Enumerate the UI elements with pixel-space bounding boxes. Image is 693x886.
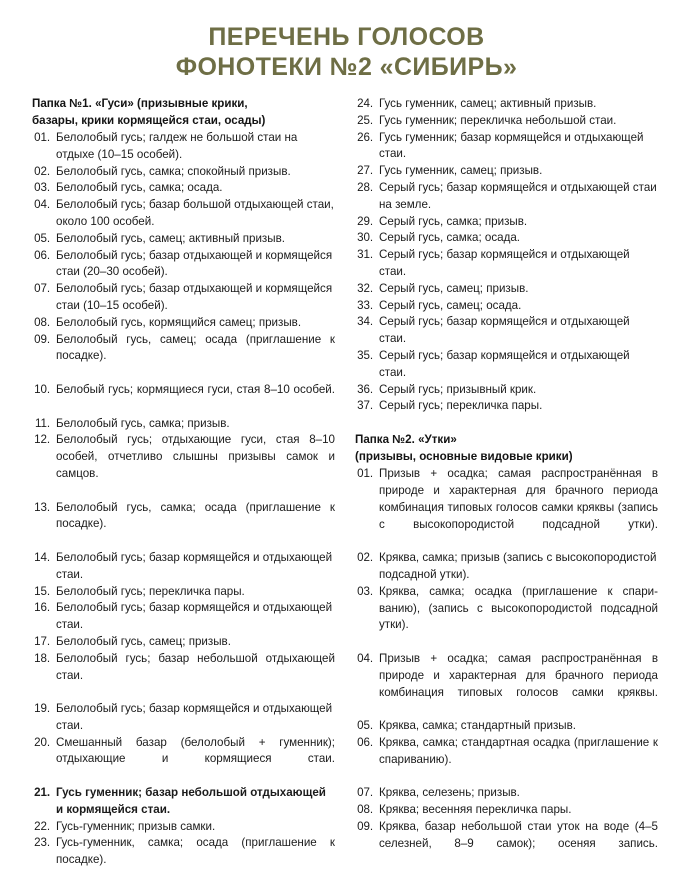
track-number: 05. — [34, 231, 50, 245]
track-number: 09. — [357, 819, 373, 833]
track-number: 33. — [357, 298, 373, 312]
track-description: Белолобый гусь; базар небольшой отдыхающей стаи. — [56, 651, 335, 682]
track-description: Гусь гуменник; базар небольшой отдыхающей и кормящейся стаи. — [56, 786, 326, 816]
track-list-item — [355, 348, 658, 382]
track-list-item — [32, 701, 335, 735]
track-number: 37. — [357, 399, 373, 413]
track-list-item — [32, 382, 335, 416]
track-list-item — [32, 416, 335, 433]
track-number: 01. — [357, 467, 373, 481]
track-number: 12. — [34, 433, 50, 447]
track-list-item — [355, 214, 658, 231]
folder-1-heading-line-2: базары, крики кормящейся стаи, осады) — [32, 113, 266, 127]
track-description: Белолобый гусь; базар кормящейся и отдыхающей стаи. — [56, 702, 333, 732]
track-number: 04. — [357, 651, 373, 665]
track-number: 30. — [357, 231, 373, 245]
track-description: Серый гусь; базар кормящейся и отдыхающей стаи. — [379, 248, 630, 278]
track-description: Гусь гуменник, самец; активный призыв. — [379, 97, 597, 110]
track-list-item — [355, 802, 658, 819]
track-list-item — [32, 600, 335, 634]
track-description: Серый гусь; базар кормящейся и отдыхающей стаи на земле. — [379, 180, 657, 211]
track-description: Кряква, селезень; призыв. — [379, 786, 520, 800]
track-list-item — [32, 500, 335, 550]
track-list-item — [355, 819, 658, 869]
track-description: Кряква, базар небольшой стаи уток на воде (4–5 селезней, 8–9 самок); осеняя запись. — [379, 819, 658, 850]
track-number: 10. — [34, 382, 50, 396]
track-list-item — [32, 550, 335, 584]
track-number: 06. — [357, 735, 373, 749]
two-column-body — [0, 82, 693, 886]
track-list-item — [355, 651, 658, 718]
track-list-item — [32, 835, 335, 885]
track-description: Гусь гуменник; базар кормящейся и отдыхающей стаи. — [379, 130, 644, 161]
track-list-item — [32, 785, 335, 819]
track-list-item — [355, 785, 658, 802]
left-column — [32, 96, 335, 886]
track-list-item — [355, 163, 658, 180]
track-description: Серый гусь, самка; призыв. — [379, 214, 528, 228]
track-description: Белолобый гусь, самка; призыв. — [56, 416, 230, 430]
track-number: 08. — [357, 803, 373, 817]
track-number: 25. — [357, 113, 373, 127]
folder-2-heading-line-2: (призывы, основные видовые крики) — [355, 449, 573, 463]
track-number: 08. — [34, 315, 50, 329]
track-description: Серый гусь, самка; осада. — [379, 231, 521, 245]
folder-1-track-list-continued — [355, 96, 658, 415]
track-list-item — [32, 180, 335, 197]
track-number: 28. — [357, 180, 373, 194]
track-list-item — [32, 584, 335, 601]
track-list-item — [32, 281, 335, 315]
track-list-item — [355, 550, 658, 584]
folder-1-heading-line-1: Папка №1. «Гуси» (призывные крики, — [32, 97, 248, 110]
track-description: Белолобый гусь, самец; осада (приглашение к посадке). — [56, 332, 335, 363]
track-description: Призыв + осадка; самая распространённая в природе и характерная для брачного периода комбинация типовых голосов самки кряквы (запись с высокопородистой подсадной утки). — [379, 467, 658, 531]
track-number: 27. — [357, 164, 373, 178]
track-description: Серый гусь, самец; осада. — [379, 298, 522, 312]
track-description: Серый гусь; базар кормящейся и отдыхающей стаи. — [379, 348, 630, 379]
track-list-item — [355, 398, 658, 415]
track-description: Белолобый гусь; базар большой отдыхающей стаи, около 100 особей. — [56, 198, 334, 228]
track-list-item — [32, 164, 335, 181]
track-number: 01. — [34, 131, 50, 144]
track-description: Серый гусь; призывный крик. — [379, 382, 537, 396]
folder-2-heading-line-1: Папка №2. «Утки» — [355, 433, 457, 447]
track-list-item — [355, 298, 658, 315]
track-description: Гусь гуменник, самец; призыв. — [379, 164, 543, 178]
track-list-item — [32, 432, 335, 499]
track-number: 07. — [357, 786, 373, 800]
track-list-item — [32, 315, 335, 332]
track-list-item — [355, 466, 658, 550]
track-description: Белобый гусь; кормящиеся гуси, стая 8–10 особей. — [56, 382, 335, 396]
track-description: Призыв + осадка; самая распространённая в природе и характерная для брачного периода комбинация типовых голосов самки кряквы. — [379, 651, 658, 699]
track-number: 03. — [34, 181, 50, 195]
track-number: 34. — [357, 315, 373, 329]
document-title — [0, 0, 693, 82]
track-list-item — [32, 248, 335, 282]
track-list-item — [32, 130, 335, 164]
track-list-item — [355, 735, 658, 785]
track-number: 09. — [34, 332, 50, 346]
track-number: 23. — [34, 836, 50, 850]
track-description: Серый гусь, самец; призыв. — [379, 281, 529, 295]
track-number: 32. — [357, 281, 373, 295]
track-number: 17. — [34, 634, 50, 648]
track-number: 15. — [34, 584, 50, 598]
track-number: 24. — [357, 97, 373, 110]
track-list-item — [355, 314, 658, 348]
track-description: Белолобый гусь, самка; спокойный призыв. — [56, 164, 291, 178]
track-description: Белолобый гусь; базар кормящейся и отдыхающей стаи. — [56, 601, 333, 632]
track-list-item — [355, 718, 658, 735]
track-list-item — [355, 230, 658, 247]
track-list-item — [355, 180, 658, 214]
track-description: Смешанный базар (белолобый + гуменник); отдыхающие и кормящиеся стаи. — [56, 735, 335, 766]
track-description: Белолобый гусь, самец; призыв. — [56, 634, 231, 648]
track-description: Белолобый гусь, самец; активный призыв. — [56, 231, 285, 245]
track-number: 13. — [34, 500, 50, 514]
track-number: 20. — [34, 735, 50, 749]
track-description: Белолобый гусь; галдеж не большой стаи на отдыхе (10–15 особей). — [56, 131, 298, 161]
track-number: 06. — [34, 248, 50, 262]
track-description: Гусь-гуменник, самка; осада (приглашение к посадке). — [56, 836, 335, 867]
track-number: 04. — [34, 198, 50, 212]
track-list-item — [355, 96, 658, 113]
track-number: 16. — [34, 601, 50, 615]
track-description: Белолобый гусь, кормящийся самец; призыв. — [56, 315, 302, 329]
track-list-item — [355, 130, 658, 164]
track-list-item — [355, 247, 658, 281]
track-description: Белолобый гусь; перекличка пары. — [56, 584, 245, 598]
track-number: 02. — [357, 551, 373, 565]
track-description: Белолобый гусь; базар отдыхающей и кормящейся стаи (20–30 особей). — [56, 248, 333, 279]
track-list-item — [355, 584, 658, 651]
track-description: Серый гусь; перекличка пары. — [379, 399, 543, 413]
track-number: 26. — [357, 130, 373, 144]
track-description: Гусь-гуменник; призыв самки. — [56, 819, 216, 833]
track-list-item — [32, 332, 335, 382]
folder-1-track-list — [32, 130, 335, 886]
track-list-item — [32, 197, 335, 231]
track-number: 36. — [357, 382, 373, 396]
track-description: Кряква, самка; призыв (запись с высокопородистой подсадной утки). — [379, 551, 657, 581]
folder-2-heading — [355, 432, 658, 465]
track-number: 03. — [357, 584, 373, 598]
track-number: 18. — [34, 651, 50, 665]
track-list-item — [32, 634, 335, 651]
folder-2-track-list — [355, 466, 658, 869]
track-description: Кряква; весенняя перекличка пары. — [379, 803, 572, 817]
right-column — [355, 96, 658, 869]
track-list-item — [32, 651, 335, 701]
track-description: Белолобый гусь; базар кормящейся и отдыхающей стаи. — [56, 550, 333, 581]
track-list-item — [355, 281, 658, 298]
track-list-item — [355, 382, 658, 399]
track-number: 07. — [34, 282, 50, 296]
title-line-1: ПЕРЕЧЕНЬ ГОЛОСОВ — [208, 23, 485, 51]
track-number: 21. — [34, 786, 50, 800]
track-description: Белолобый гусь, самка; осада (приглашение к посадке). — [56, 500, 335, 531]
track-description: Кряква, самка; осадка (приглашение к спариванию), (запись с высокопородистой подсадной утки). — [379, 584, 658, 632]
track-description: Белолобый гусь, самка; осада. — [56, 181, 223, 195]
track-number: 02. — [34, 164, 50, 178]
track-number: 19. — [34, 702, 50, 716]
track-number: 11. — [35, 416, 50, 430]
track-number: 29. — [357, 214, 373, 228]
track-number: 35. — [357, 348, 373, 362]
track-description: Кряква, самка; стандартный призыв. — [379, 719, 576, 733]
track-number: 22. — [34, 819, 50, 833]
track-description: Серый гусь; базар кормящейся и отдыхающей стаи. — [379, 315, 630, 346]
track-list-item — [32, 231, 335, 248]
track-description: Белолобый гусь; базар отдыхающей и кормящейся стаи (10–15 особей). — [56, 282, 333, 312]
track-description: Кряква, самка; стандартная осадка (приглашение к спариванию). — [379, 735, 658, 766]
track-list-item — [355, 113, 658, 130]
folder-1-heading — [32, 96, 335, 129]
track-description: Гусь гуменник; перекличка небольшой стаи. — [379, 113, 617, 127]
track-number: 31. — [357, 248, 373, 262]
track-number: 05. — [357, 719, 373, 733]
track-number: 14. — [34, 550, 50, 564]
track-list-item — [32, 819, 335, 836]
track-list-item — [32, 735, 335, 785]
track-description: Белолобый гусь; отдыхающие гуси, стая 8–10 особей, отчетливо слышны призывы самок и самцов. — [56, 433, 335, 480]
title-line-2: ФОНОТЕКИ №2 «СИБИРЬ» — [175, 53, 518, 81]
